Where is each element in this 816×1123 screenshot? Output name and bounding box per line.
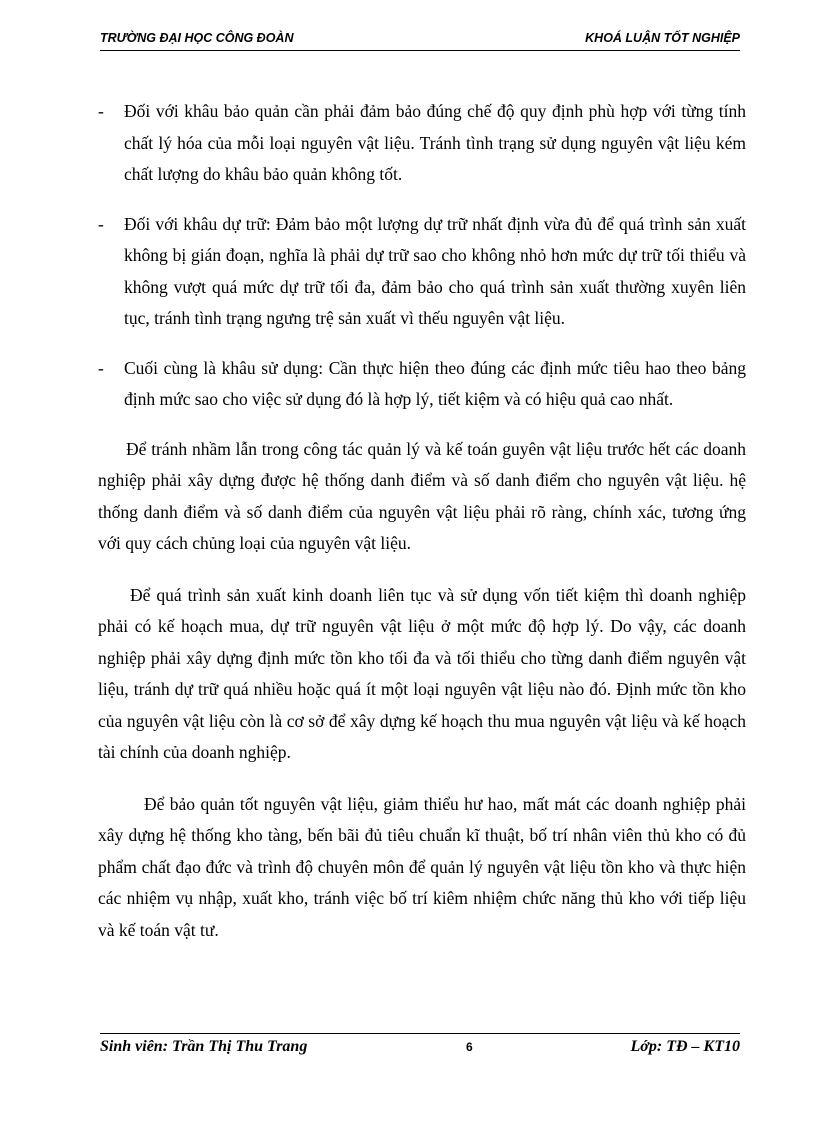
paragraph-catalog: Để tránh nhầm lẫn trong công tác quản lý và kế toán guyên vật liệu trước hết các doanh nghiệp phải xây dựng được hệ thống danh điểm và số danh điểm cho nguyên vật liệu. hệ thống danh điểm và số danh điểm của nguyên vật liệu phải rõ ràng, chính xác, tương ứng với quy cách chủng loại của nguyên vật liệu. <box>98 438 746 553</box>
bullet-item-usage <box>98 353 746 416</box>
header-thesis-title: KHOÁ LUẬN TỐT NGHIỆP <box>585 31 740 45</box>
footer-student-name: Sinh viên: Trần Thị Thu Trang <box>100 1038 308 1055</box>
bullet-item-storage <box>98 96 746 191</box>
page-number: 6 <box>466 1040 473 1054</box>
footer-divider <box>100 1033 740 1034</box>
page-body <box>98 96 746 966</box>
page-header <box>100 28 740 50</box>
bullet-dash: - <box>98 357 104 378</box>
bullet-text: Cuối cùng là khâu sử dụng: Cần thực hiện theo đúng các định mức tiêu hao theo bảng định mức sao cho việc sử dụng đó là hợp lý, tiết kiệm và có hiệu quả cao nhất. <box>124 357 746 409</box>
paragraph-inventory-norms: Để quá trình sản xuất kinh doanh liên tục và sử dụng vốn tiết kiệm thì doanh nghiệp phải có kế hoạch mua, dự trữ nguyên vật liệu ở một mức độ hợp lý. Do vậy, các doanh nghiệp phải xây dựng định mức tồn kho tối đa và tối thiểu cho từng danh điểm nguyên vật liệu, tránh dự trữ quá nhiều hoặc quá ít một loại nguyên vật liệu nào đó. Định mức tồn kho của nguyên vật liệu còn là cơ sở để xây dựng kế hoạch thu mua nguyên vật liệu và kế hoạch tài chính của doanh nghiệp. <box>98 584 746 762</box>
bullet-text: Đối với khâu bảo quản cần phải đảm bảo đúng chế độ quy định phù hợp với từng tính chất lý hóa của mỗi loại nguyên vật liệu. Tránh tình trạng sử dụng nguyên vật liệu kém chất lượng do khâu bảo quản không tốt. <box>124 101 746 184</box>
header-university: TRƯỜNG ĐẠI HỌC CÔNG ĐOÀN <box>100 31 294 45</box>
footer-class: Lớp: TĐ – KT10 <box>630 1038 740 1055</box>
bullet-dash: - <box>98 101 104 121</box>
bullet-dash: - <box>98 213 104 234</box>
paragraph-warehouse: Để bảo quản tốt nguyên vật liệu, giảm thiểu hư hao, mất mát các doanh nghiệp phải xây dựng hệ thống kho tàng, bến bãi đủ tiêu chuẩn kĩ thuật, bố trí nhân viên thủ kho có đủ phẩm chất đạo đức và trình độ chuyên môn để quản lý nguyên vật liệu tồn kho và thực hiện các nhiệm vụ nhập, xuất kho, tránh việc bố trí kiêm nhiệm chức năng thủ kho với tiếp liệu và kế toán vật tư. <box>98 793 746 940</box>
header-divider <box>100 50 740 51</box>
bullet-text: Đối với khâu dự trữ: Đảm bảo một lượng dự trữ nhất định vừa đủ để quá trình sản xuất không bị gián đoạn, nghĩa là phải dự trữ sao cho không nhỏ hơn mức dự trữ tối thiểu và không vượt quá mức dự trữ tối đa, đảm bảo cho quá trình sản xuất thường xuyên liên tục, tránh tình trạng ngưng trệ sản xuất vì thếu nguyên vật liệu. <box>124 213 746 328</box>
page-footer <box>100 1038 740 1060</box>
bullet-item-reserve <box>98 209 746 335</box>
